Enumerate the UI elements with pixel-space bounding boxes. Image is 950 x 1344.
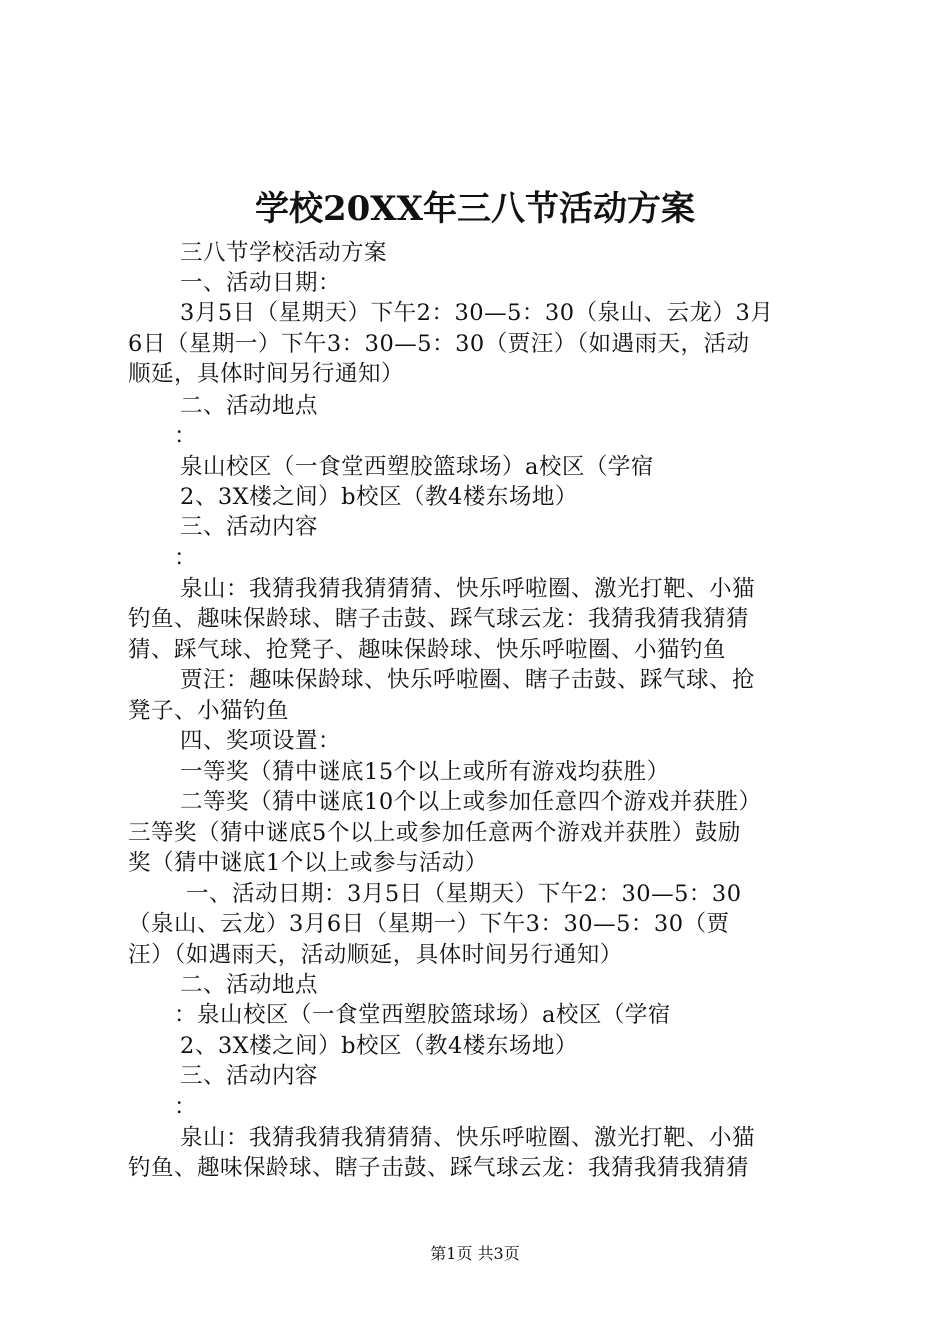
body-line: 一、活动日期： — [180, 270, 342, 296]
body-line: 2、3X楼之间）b校区（教4楼东场地） — [180, 1033, 578, 1059]
body-line: 钓鱼、趣味保龄球、瞎子击鼓、踩气球云龙：我猜我猜我猜猜 — [128, 1155, 750, 1181]
body-line: 一等奖（猜中谜底15个以上或所有游戏均获胜） — [180, 759, 670, 785]
body-line: 顺延，具体时间另行通知） — [128, 361, 405, 387]
body-line: 3月5日（星期天）下午2：30—5：30（泉山、云龙）3月 — [180, 300, 774, 326]
body-line: 二、活动地点 — [180, 972, 319, 998]
body-line: 贾汪：趣味保龄球、快乐呼啦圈、瞎子击鼓、踩气球、抢 — [180, 667, 756, 693]
body-line: （泉山、云龙）3月6日（星期一）下午3：30—5：30（贾 — [128, 911, 730, 937]
body-line: 三八节学校活动方案 — [180, 240, 388, 266]
body-line: 二、活动地点 — [180, 393, 319, 419]
body-line: ： — [174, 423, 198, 449]
body-line: ：泉山校区（一食堂西塑胶篮球场）a校区（学宿 — [174, 1002, 671, 1028]
body-line: ： — [174, 545, 198, 571]
body-line: ： — [174, 1094, 198, 1120]
body-line: 泉山：我猜我猜我猜猜猜、快乐呼啦圈、激光打靶、小猫 — [180, 1125, 756, 1151]
body-line: 钓鱼、趣味保龄球、瞎子击鼓、踩气球云龙：我猜我猜我猜猜 — [128, 606, 750, 632]
body-line: 四、奖项设置： — [180, 728, 342, 754]
body-line: 6日（星期一）下午3：30—5：30（贾汪）（如遇雨天，活动 — [128, 331, 750, 357]
body-line: 猜、踩气球、抢凳子、趣味保龄球、快乐呼啦圈、小猫钓鱼 — [128, 637, 727, 663]
body-line: 凳子、小猫钓鱼 — [128, 698, 290, 724]
page-footer: 第1页 共3页 — [430, 1244, 520, 1263]
body-line: 二等奖（猜中谜底10个以上或参加任意四个游戏并获胜） — [180, 789, 762, 815]
body-line: 三等奖（猜中谜底5个以上或参加任意两个游戏并获胜）鼓励 — [128, 820, 741, 846]
body-line: 奖（猜中谜底1个以上或参与活动） — [128, 850, 488, 876]
body-line: 一、活动日期：3月5日（星期天）下午2：30—5：30 — [186, 881, 742, 907]
body-line: 泉山：我猜我猜我猜猜猜、快乐呼啦圈、激光打靶、小猫 — [180, 576, 756, 602]
body-line: 汪）（如遇雨天，活动顺延，具体时间另行通知） — [128, 942, 623, 968]
body-line: 2、3X楼之间）b校区（教4楼东场地） — [180, 484, 578, 510]
document-title: 学校20XX年三八节活动方案 — [254, 189, 696, 229]
body-line: 三、活动内容 — [180, 1063, 319, 1089]
body-line: 泉山校区（一食堂西塑胶篮球场）a校区（学宿 — [180, 454, 654, 480]
body-line: 三、活动内容 — [180, 514, 319, 540]
